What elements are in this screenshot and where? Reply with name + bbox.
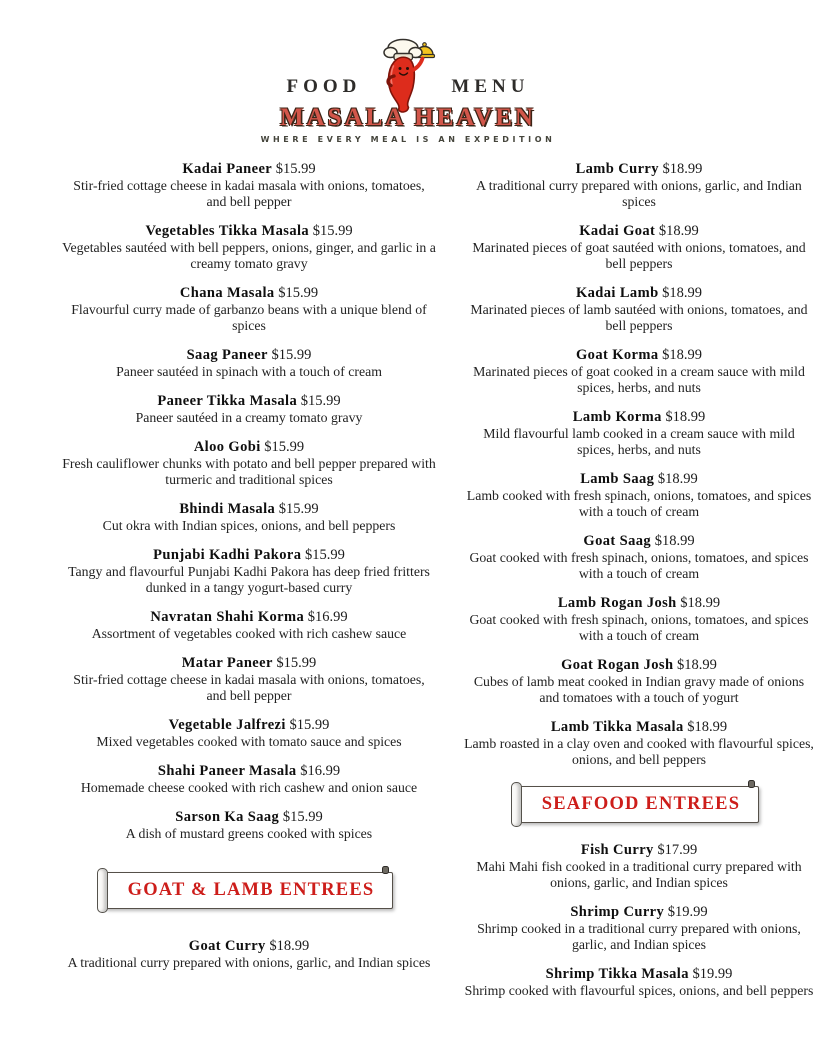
menu-item <box>464 284 814 334</box>
menu-item <box>464 903 814 953</box>
item-description: Vegetables sautéed with bell peppers, onions, ginger, and garlic in a creamy tomato gravy <box>62 240 436 271</box>
item-name: Matar Paneer <box>181 655 273 671</box>
item-description: Stir-fried cottage cheese in kadai masala with onions, tomatoes, and bell pepper <box>73 178 425 209</box>
item-price: $18.99 <box>687 719 728 735</box>
item-name: Punjabi Kadhi Pakora <box>153 547 302 563</box>
section-banner <box>105 872 394 909</box>
item-title <box>62 346 436 364</box>
menu-item <box>62 160 436 210</box>
item-description: Cut okra with Indian spices, onions, and bell peppers <box>102 518 396 533</box>
item-title <box>62 222 436 240</box>
item-title <box>464 594 814 612</box>
item-price: $18.99 <box>665 409 706 425</box>
item-price: $18.99 <box>662 347 703 363</box>
item-description: Homemade cheese cooked with rich cashew and onion sauce <box>80 780 418 795</box>
item-title <box>62 392 436 410</box>
item-description: Marinated pieces of goat sautéed with onions, tomatoes, and bell peppers <box>472 240 806 271</box>
item-title <box>62 762 436 780</box>
item-name: Kadai Lamb <box>575 285 659 301</box>
logo-food-label: FOOD <box>286 76 362 97</box>
item-description: Goat cooked with fresh spinach, onions, tomatoes, and spices with a touch of cream <box>469 612 809 643</box>
item-name: Shrimp Curry <box>570 904 665 920</box>
item-title <box>464 346 814 364</box>
item-price: $15.99 <box>289 717 330 733</box>
scroll-roll-icon <box>511 782 522 827</box>
item-name: Shahi Paneer Masala <box>157 763 297 779</box>
item-name: Goat Korma <box>575 347 659 363</box>
menu-item <box>464 346 814 396</box>
item-price: $15.99 <box>278 501 319 517</box>
menu-item <box>464 470 814 520</box>
item-price: $18.99 <box>269 938 310 954</box>
item-title <box>464 284 814 302</box>
menu-item <box>62 937 436 971</box>
item-title <box>464 718 814 736</box>
item-description: Stir-fried cottage cheese in kadai masala with onions, tomatoes, and bell pepper <box>73 672 425 703</box>
menu-item <box>464 532 814 582</box>
item-name: Lamb Curry <box>575 161 659 177</box>
menu-item <box>62 392 436 426</box>
item-title <box>62 546 436 564</box>
item-price: $15.99 <box>278 285 319 301</box>
item-price: $18.99 <box>662 161 703 177</box>
menu-item <box>62 284 436 334</box>
item-price: $15.99 <box>304 547 345 563</box>
item-title <box>62 500 436 518</box>
item-price: $18.99 <box>657 471 698 487</box>
item-name: Bhindi Masala <box>179 501 276 517</box>
section-banner-wrap <box>464 786 814 823</box>
menu-item <box>464 594 814 644</box>
item-price: $15.99 <box>271 347 312 363</box>
menu-item <box>464 656 814 706</box>
item-name: Chana Masala <box>179 285 275 301</box>
menu-item <box>62 500 436 534</box>
item-title <box>62 608 436 626</box>
item-title <box>464 470 814 488</box>
menu-item <box>62 808 436 842</box>
right-column <box>464 160 814 1011</box>
menu-item <box>62 762 436 796</box>
item-name: Vegetables Tikka Masala <box>145 223 310 239</box>
item-price: $19.99 <box>667 904 708 920</box>
item-price: $15.99 <box>276 655 317 671</box>
item-title <box>464 965 814 983</box>
menu-item <box>62 222 436 272</box>
item-name: Goat Curry <box>188 938 266 954</box>
item-description: A traditional curry prepared with onions, garlic, and Indian spices <box>67 955 431 970</box>
menu-item <box>62 716 436 750</box>
menu-item <box>464 965 814 999</box>
item-title <box>464 656 814 674</box>
item-price: $18.99 <box>680 595 721 611</box>
item-description: Marinated pieces of goat cooked in a cream sauce with mild spices, herbs, and nuts <box>473 364 805 395</box>
logo <box>0 0 816 144</box>
item-price: $15.99 <box>264 439 305 455</box>
item-name: Lamb Saag <box>580 471 655 487</box>
item-price: $18.99 <box>677 657 717 673</box>
item-description: Assortment of vegetables cooked with rich cashew sauce <box>91 626 407 641</box>
item-price: $15.99 <box>300 393 341 409</box>
menu-columns <box>0 160 816 1011</box>
item-name: Lamb Tikka Masala <box>550 719 684 735</box>
item-description: Mild flavourful lamb cooked in a cream sauce with mild spices, herbs, and nuts <box>483 426 795 457</box>
item-price: $15.99 <box>312 223 353 239</box>
item-description: Lamb roasted in a clay oven and cooked with flavourful spices, onions, and bell peppers <box>464 736 814 767</box>
item-name: Saag Paneer <box>186 347 268 363</box>
section-banner <box>519 786 759 823</box>
scroll-nub-icon <box>382 866 389 874</box>
item-description: A dish of mustard greens cooked with spices <box>125 826 373 841</box>
item-description: Cubes of lamb meat cooked in Indian gravy made of onions and tomatoes with a touch of yogurt <box>473 674 805 705</box>
item-title <box>464 841 814 859</box>
logo-menu-label: MENU <box>451 76 530 97</box>
item-price: $18.99 <box>654 533 695 549</box>
item-price: $18.99 <box>662 285 703 301</box>
menu-item <box>62 346 436 380</box>
item-description: Flavourful curry made of garbanzo beans with a unique blend of spices <box>71 302 427 333</box>
item-description: Mahi Mahi fish cooked in a traditional curry prepared with onions, garlic, and Indian spices <box>476 859 802 890</box>
section-banner-wrap <box>62 872 436 909</box>
item-price: $16.99 <box>307 609 348 625</box>
item-description: Paneer sautéed in a creamy tomato gravy <box>135 410 363 425</box>
item-name: Lamb Korma <box>572 409 662 425</box>
scroll-roll-icon <box>97 868 108 913</box>
item-name: Kadai Goat <box>579 223 656 239</box>
brand-tagline: WHERE EVERY MEAL IS AN EXPEDITION <box>260 135 556 144</box>
brand-name: MASALA HEAVEN <box>280 104 536 131</box>
item-title <box>62 937 436 955</box>
item-description: Marinated pieces of lamb sautéed with onions, tomatoes, and bell peppers <box>470 302 808 333</box>
item-title <box>62 438 436 456</box>
item-price: $16.99 <box>300 763 341 779</box>
section-title: GOAT & LAMB ENTREES <box>127 880 375 900</box>
item-name: Paneer Tikka Masala <box>157 393 298 409</box>
item-title <box>62 284 436 302</box>
left-column <box>62 160 436 1011</box>
item-name: Sarson Ka Saag <box>175 809 280 825</box>
item-description: Paneer sautéed in spinach with a touch of cream <box>116 364 382 379</box>
item-price: $15.99 <box>282 809 323 825</box>
menu-item <box>62 546 436 596</box>
item-price: $19.99 <box>692 966 733 982</box>
item-name: Navratan Shahi Korma <box>150 609 305 625</box>
item-title <box>62 654 436 672</box>
item-description: A traditional curry prepared with onions, garlic, and Indian spices <box>476 178 802 209</box>
item-name: Aloo Gobi <box>193 439 261 455</box>
section-title: SEAFOOD ENTREES <box>541 794 741 814</box>
item-name: Kadai Paneer <box>182 161 273 177</box>
item-description: Tangy and flavourful Punjabi Kadhi Pakora has deep fried fritters dunked in a tangy yogurt-based curry <box>68 564 430 595</box>
item-title <box>464 903 814 921</box>
menu-item <box>62 608 436 642</box>
item-description: Goat cooked with fresh spinach, onions, tomatoes, and spices with a touch of cream <box>469 550 809 581</box>
menu-item <box>62 438 436 488</box>
item-name: Goat Rogan Josh <box>561 657 674 673</box>
item-title <box>62 716 436 734</box>
item-name: Shrimp Tikka Masala <box>545 966 689 982</box>
item-title <box>62 160 436 178</box>
item-price: $18.99 <box>658 223 699 239</box>
menu-item <box>464 408 814 458</box>
menu-item <box>464 841 814 891</box>
item-title <box>464 532 814 550</box>
item-description: Shrimp cooked with flavourful spices, onions, and bell peppers <box>464 983 814 998</box>
item-name: Fish Curry <box>580 842 654 858</box>
item-price: $17.99 <box>657 842 698 858</box>
item-name: Goat Saag <box>583 533 652 549</box>
item-name: Vegetable Jalfrezi <box>168 717 286 733</box>
item-description: Mixed vegetables cooked with tomato sauce and spices <box>96 734 402 749</box>
item-description: Fresh cauliflower chunks with potato and bell pepper prepared with turmeric and traditional spices <box>62 456 436 487</box>
menu-item <box>464 160 814 210</box>
item-title <box>464 222 814 240</box>
menu-item <box>464 718 814 768</box>
menu-item <box>62 654 436 704</box>
item-description: Shrimp cooked in a traditional curry prepared with onions, garlic, and Indian spices <box>477 921 801 952</box>
item-price: $15.99 <box>275 161 316 177</box>
menu-item <box>464 222 814 272</box>
item-title <box>62 808 436 826</box>
item-title <box>464 160 814 178</box>
item-description: Lamb cooked with fresh spinach, onions, tomatoes, and spices with a touch of cream <box>466 488 812 519</box>
item-title <box>464 408 814 426</box>
item-name: Lamb Rogan Josh <box>557 595 677 611</box>
scroll-nub-icon <box>748 780 755 788</box>
